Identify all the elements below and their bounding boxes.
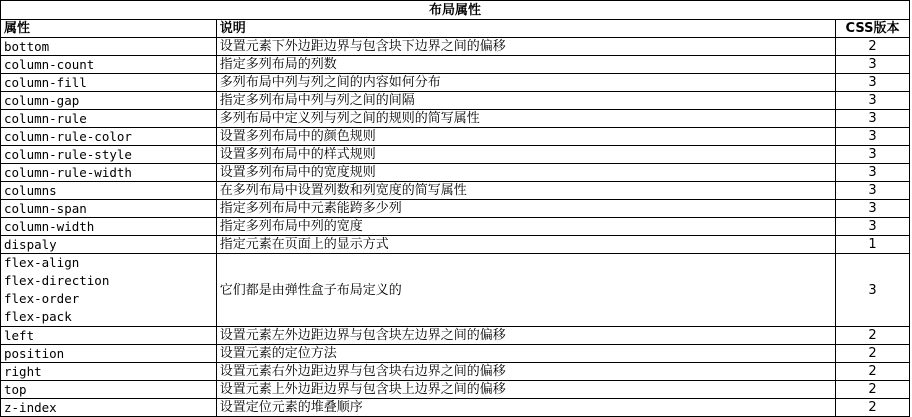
version-cell: 3 bbox=[836, 164, 910, 182]
flex-property-name: flex-direction bbox=[4, 273, 110, 288]
table-row bbox=[1, 92, 910, 110]
version-cell: 2 bbox=[836, 327, 910, 345]
description-cell: 它们都是由弹性盒子布局定义的 bbox=[216, 254, 835, 327]
flex-property-name: flex-align bbox=[4, 255, 80, 270]
description-cell: 设置元素右外边距边界与包含块右边界之间的偏移 bbox=[216, 363, 835, 381]
description-cell: 指定多列布局中列与列之间的间隔 bbox=[216, 92, 835, 110]
property-cell: column-width bbox=[1, 218, 217, 236]
table-row-flex-group bbox=[1, 254, 910, 327]
description-cell: 设置元素下外边距边界与包含块下边界之间的偏移 bbox=[216, 38, 835, 56]
version-cell: 3 bbox=[836, 254, 910, 327]
version-cell: 3 bbox=[836, 146, 910, 164]
table-title: 布局属性 bbox=[1, 1, 910, 20]
version-cell: 3 bbox=[836, 92, 910, 110]
description-cell: 多列布局中列与列之间的内容如何分布 bbox=[216, 74, 835, 92]
table-row bbox=[1, 74, 910, 92]
version-cell: 3 bbox=[836, 56, 910, 74]
property-cell: dispaly bbox=[1, 236, 217, 254]
header-version: CSS版本 bbox=[836, 20, 910, 38]
property-cell bbox=[1, 254, 217, 327]
version-cell: 2 bbox=[836, 399, 910, 417]
table-header-row bbox=[1, 20, 910, 38]
property-cell: column-count bbox=[1, 56, 217, 74]
header-property: 属性 bbox=[1, 20, 217, 38]
table-row bbox=[1, 164, 910, 182]
table-row bbox=[1, 381, 910, 399]
property-cell: z-index bbox=[1, 399, 217, 417]
table-row bbox=[1, 182, 910, 200]
property-cell: bottom bbox=[1, 38, 217, 56]
version-cell: 2 bbox=[836, 345, 910, 363]
table-caption-row bbox=[1, 1, 910, 20]
property-cell: column-rule-width bbox=[1, 164, 217, 182]
version-cell: 2 bbox=[836, 38, 910, 56]
flex-property-name: flex-pack bbox=[4, 309, 72, 324]
description-cell: 设置定位元素的堆叠顺序 bbox=[216, 399, 835, 417]
property-cell: top bbox=[1, 381, 217, 399]
property-cell: position bbox=[1, 345, 217, 363]
header-description: 说明 bbox=[216, 20, 835, 38]
table-body bbox=[1, 38, 910, 417]
table-row bbox=[1, 110, 910, 128]
description-cell: 在多列布局中设置列数和列宽度的简写属性 bbox=[216, 182, 835, 200]
description-cell: 指定多列布局中列的宽度 bbox=[216, 218, 835, 236]
property-cell: column-gap bbox=[1, 92, 217, 110]
table-row bbox=[1, 38, 910, 56]
description-cell: 多列布局中定义列与列之间的规则的简写属性 bbox=[216, 110, 835, 128]
description-cell: 设置多列布局中的颜色规则 bbox=[216, 128, 835, 146]
table-row bbox=[1, 236, 910, 254]
table-row bbox=[1, 146, 910, 164]
property-cell: column-rule bbox=[1, 110, 217, 128]
table-row bbox=[1, 200, 910, 218]
description-cell: 设置多列布局中的样式规则 bbox=[216, 146, 835, 164]
flex-property-name: flex-order bbox=[4, 291, 80, 306]
property-cell: right bbox=[1, 363, 217, 381]
version-cell: 3 bbox=[836, 218, 910, 236]
version-cell: 3 bbox=[836, 128, 910, 146]
property-cell: column-fill bbox=[1, 74, 217, 92]
property-cell: column-span bbox=[1, 200, 217, 218]
property-cell: left bbox=[1, 327, 217, 345]
description-cell: 设置元素左外边距边界与包含块左边界之间的偏移 bbox=[216, 327, 835, 345]
version-cell: 3 bbox=[836, 200, 910, 218]
description-cell: 指定元素在页面上的显示方式 bbox=[216, 236, 835, 254]
version-cell: 3 bbox=[836, 182, 910, 200]
description-cell: 设置元素上外边距边界与包含块上边界之间的偏移 bbox=[216, 381, 835, 399]
table-row bbox=[1, 56, 910, 74]
version-cell: 3 bbox=[836, 110, 910, 128]
description-cell: 设置多列布局中的宽度规则 bbox=[216, 164, 835, 182]
version-cell: 2 bbox=[836, 381, 910, 399]
version-cell: 1 bbox=[836, 236, 910, 254]
property-cell: columns bbox=[1, 182, 217, 200]
table-row bbox=[1, 128, 910, 146]
property-cell: column-rule-color bbox=[1, 128, 217, 146]
version-cell: 3 bbox=[836, 74, 910, 92]
version-cell: 2 bbox=[836, 363, 910, 381]
table-row bbox=[1, 218, 910, 236]
table-row bbox=[1, 399, 910, 417]
description-cell: 指定多列布局的列数 bbox=[216, 56, 835, 74]
property-cell: column-rule-style bbox=[1, 146, 217, 164]
description-cell: 指定多列布局中元素能跨多少列 bbox=[216, 200, 835, 218]
table-row bbox=[1, 327, 910, 345]
table-row bbox=[1, 363, 910, 381]
table-row bbox=[1, 345, 910, 363]
description-cell: 设置元素的定位方法 bbox=[216, 345, 835, 363]
